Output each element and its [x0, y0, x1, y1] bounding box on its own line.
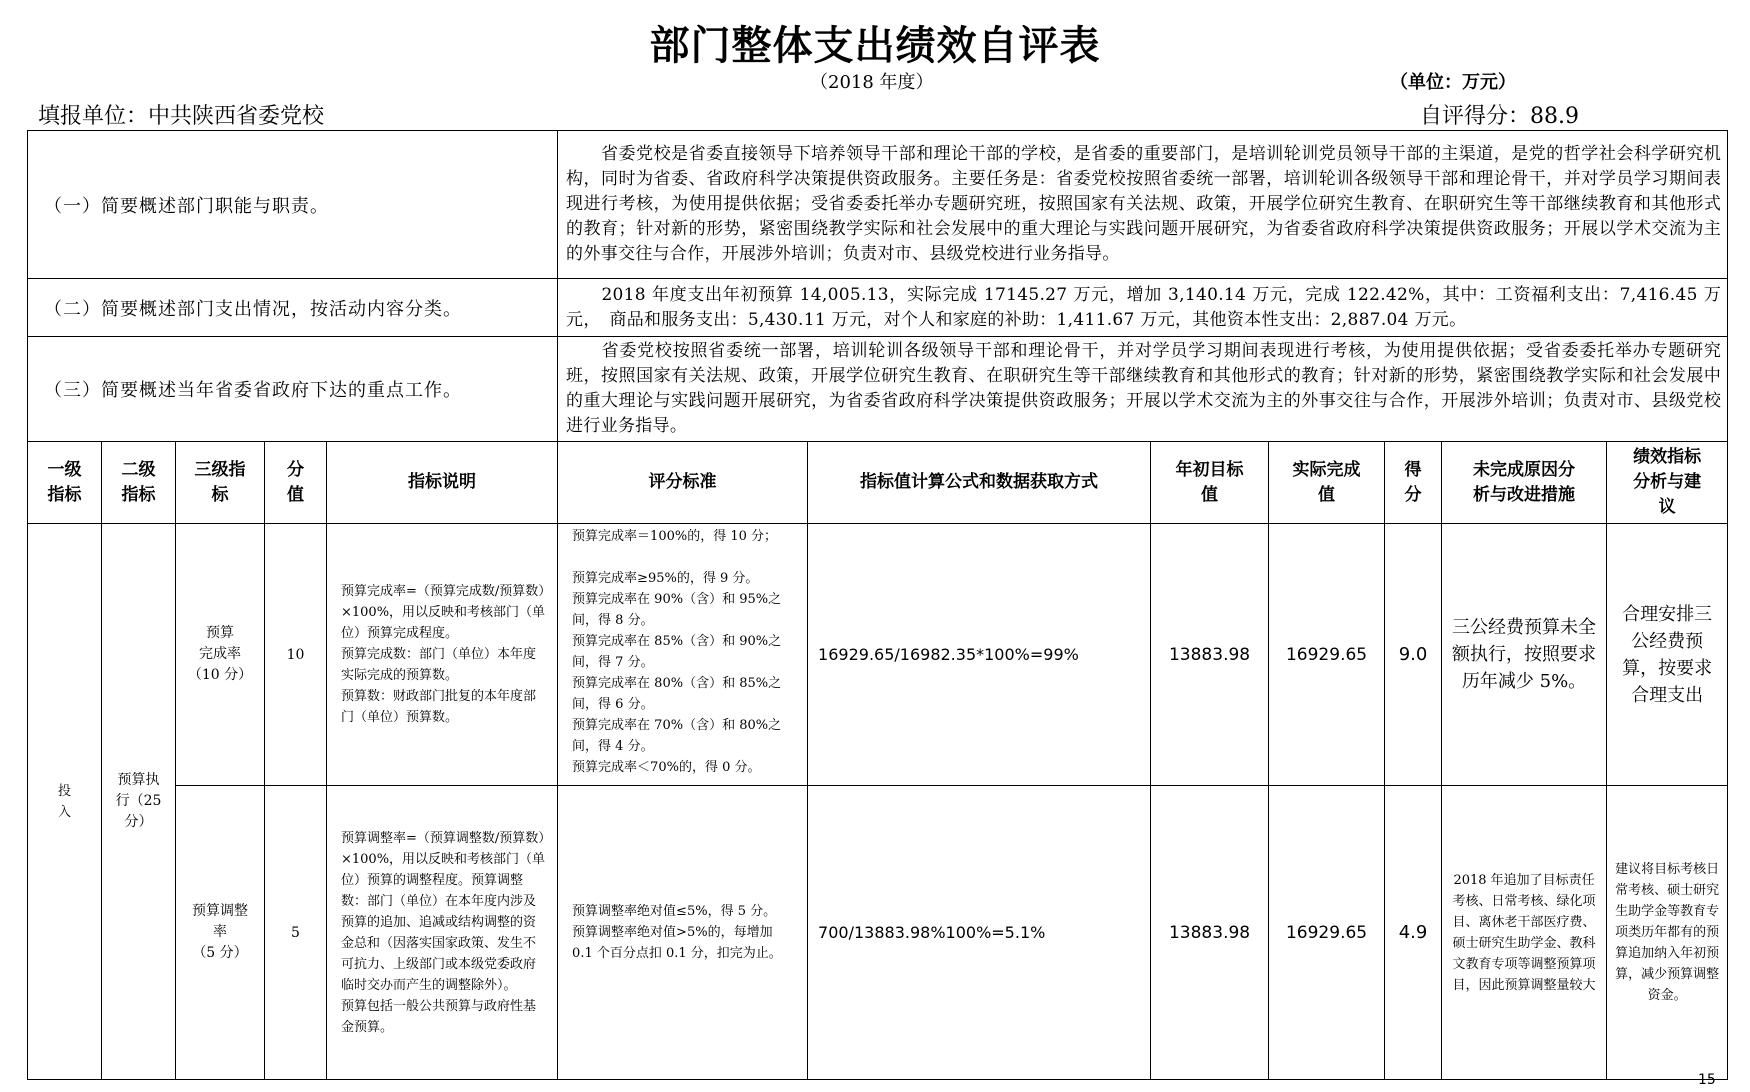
overview-row-3 [28, 337, 1728, 442]
reason-cell: 三公经费预算未全额执行，按照要求历年减少 5%。 [1442, 524, 1607, 786]
reason-cell: 2018 年追加了目标责任考核、日常考核、绿化项目、离休老干部医疗费、硕士研究生助学金、教科文教育专项等调整预算项目，因此预算调整量较大 [1442, 786, 1607, 1080]
formula-cell: 700/13883.98%100%=5.1% [808, 786, 1151, 1080]
overview-text-2: 2018 年度支出年初预算 14,005.13，实际完成 17145.27 万元，增加 3,140.14 万元，完成 122.42%，其中：工资福利支出：7,416.45 万元， 商品和服务支出：5,430.11 万元，对个人和家庭的补助：1,411.67 万元，其他资本性支出：2,887.04 万元。 [558, 279, 1728, 337]
col-score: 得 分 [1385, 442, 1442, 524]
advice-cell: 建议将目标考核日常考核、硕士研究生助学金等教育专项类历年都有的预算追加纳入年初预算，减少预算调整资金。 [1607, 786, 1728, 1080]
actual-cell: 16929.65 [1269, 786, 1385, 1080]
overview-label-3: （三）简要概述当年省委省政府下达的重点工作。 [28, 337, 558, 442]
level3-indicator: 预算调整 率 （5 分） [176, 786, 265, 1080]
col-description: 指标说明 [327, 442, 558, 524]
overview-label-1: （一）简要概述部门职能与职责。 [28, 131, 558, 279]
col-weight: 分 值 [265, 442, 327, 524]
description-cell: 预算调整率=（预算调整数/预算数）×100%，用以反映和考核部门（单位）预算的调整程度。预算调整数：部门（单位）在本年度内涉及预算的追加、追减或结构调整的资金总和（因落实国家政策、发生不可抗力、上级部门或本级党委政府临时交办而产生的调整除外）。 预算包括一般公共预算与政府性基金预算。 [327, 786, 558, 1080]
col-level3: 三级指 标 [176, 442, 265, 524]
level1-indicator: 投 入 [28, 524, 102, 1080]
col-target: 年初目标 值 [1151, 442, 1269, 524]
level2-indicator: 预算执 行（25 分） [102, 524, 176, 1080]
overview-row-2 [28, 279, 1728, 337]
filler-unit: 填报单位：中共陕西省委党校 [38, 104, 325, 129]
table-row [28, 786, 1728, 1080]
col-level1: 一级 指标 [28, 442, 102, 524]
col-reason: 未完成原因分 析与改进措施 [1442, 442, 1607, 524]
report-year: （2018 年度） [810, 72, 934, 93]
overview-label-2: （二）简要概述部门支出情况，按活动内容分类。 [28, 279, 558, 337]
page-number: 15 [1698, 1072, 1716, 1088]
criteria-cell: 预算完成率＝100%的，得 10 分； 预算完成率≥95%的，得 9 分。 预算完成率在 90%（含）和 95%之间，得 8 分。 预算完成率在 85%（含）和 90%之间，得 7 分。 预算完成率在 80%（含）和 85%之间，得 6 分。 预算完成率在 70%（含）和 80%之间，得 4 分。 预算完成率＜70%的，得 0 分。 [558, 524, 808, 786]
actual-cell: 16929.65 [1269, 524, 1385, 786]
criteria-cell: 预算调整率绝对值≤5%，得 5 分。 预算调整率绝对值>5%的，每增加 0.1 个百分点扣 0.1 分，扣完为止。 [558, 786, 808, 1080]
score-cell: 9.0 [1385, 524, 1442, 786]
level3-indicator: 预算 完成率 （10 分） [176, 524, 265, 786]
table-row [28, 524, 1728, 786]
unit-label: （单位：万元） [1390, 72, 1516, 93]
formula-cell: 16929.65/16982.35*100%=99% [808, 524, 1151, 786]
col-criteria: 评分标准 [558, 442, 808, 524]
col-actual: 实际完成 值 [1269, 442, 1385, 524]
col-level2: 二级 指标 [102, 442, 176, 524]
target-cell: 13883.98 [1151, 786, 1269, 1080]
col-advice: 绩效指标 分析与建 议 [1607, 442, 1728, 524]
weight-cell: 10 [265, 524, 327, 786]
overview-text-1: 省委党校是省委直接领导下培养领导干部和理论干部的学校，是省委的重要部门，是培训轮训党员领导干部的主渠道，是党的哲学社会科学研究机构，同时为省委、省政府科学决策提供资政服务。主要任务是：省委党校按照省委统一部署，培训轮训各级领导干部和理论骨干，并对学员学习期间表现进行考核，为使用提供依据；受省委委托举办专题研究班，按照国家有关法规、政策，开展学位研究生教育、在职研究生等干部继续教育和其他形式的教育；针对新的形势，紧密围绕教学实际和社会发展中的重大理论与实践问题开展研究，为省委省政府科学决策提供资政服务；开展以学术交流为主的外事交往与合作，开展涉外培训；负责对市、县级党校进行业务指导。 [558, 131, 1728, 279]
evaluation-table [27, 130, 1728, 1080]
overview-text-3: 省委党校按照省委统一部署，培训轮训各级领导干部和理论骨干，并对学员学习期间表现进行考核，为使用提供依据；受省委委托举办专题研究班，按照国家有关法规、政策，开展学位研究生教育、在职研究生等干部继续教育和其他形式的教育；针对新的形势，紧密围绕教学实际和社会发展中的重大理论与实践问题开展研究，为省委省政府科学决策提供资政服务；开展以学术交流为主的外事交往与合作，开展涉外培训；负责对市、县级党校进行业务指导。 [558, 337, 1728, 442]
description-cell: 预算完成率=（预算完成数/预算数）×100%，用以反映和考核部门（单位）预算完成程度。 预算完成数：部门（单位）本年度实际完成的预算数。 预算数：财政部门批复的本年度部门（单位）预算数。 [327, 524, 558, 786]
self-score: 自评得分：88.9 [1420, 104, 1579, 129]
col-formula: 指标值计算公式和数据获取方式 [808, 442, 1151, 524]
overview-row-1 [28, 131, 1728, 279]
weight-cell: 5 [265, 786, 327, 1080]
column-header-row [28, 442, 1728, 524]
page-title: 部门整体支出绩效自评表 [649, 23, 1101, 69]
target-cell: 13883.98 [1151, 524, 1269, 786]
advice-cell: 合理安排三公经费预算，按要求合理支出 [1607, 524, 1728, 786]
score-cell: 4.9 [1385, 786, 1442, 1080]
